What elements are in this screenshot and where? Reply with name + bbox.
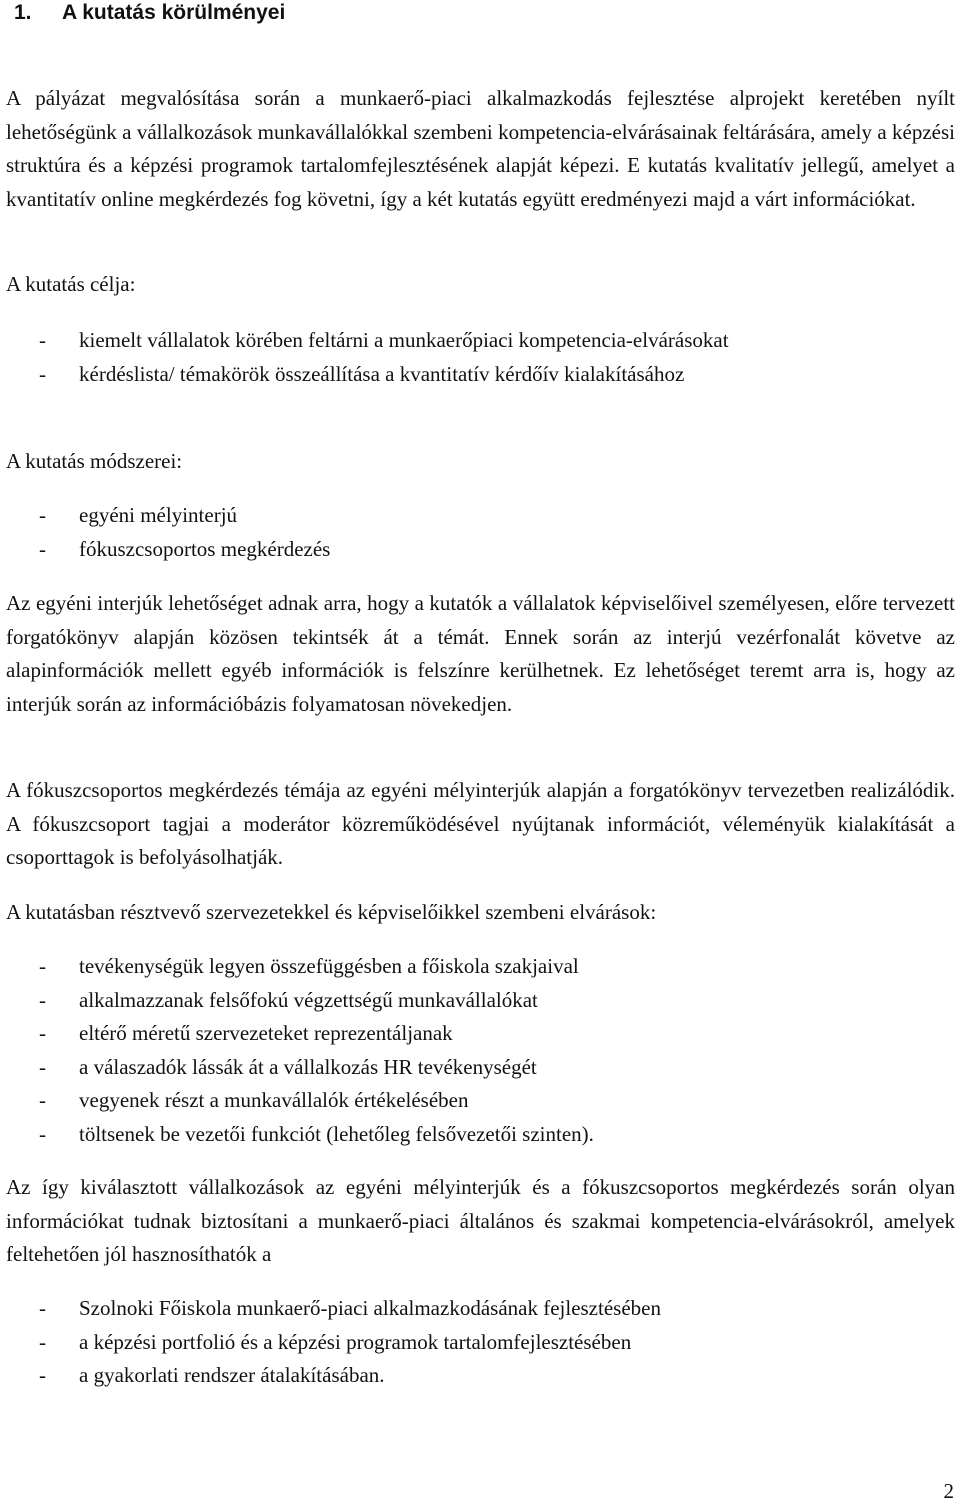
methods-list xyxy=(6,499,955,566)
list-item xyxy=(6,1292,955,1326)
goals-label: A kutatás célja: xyxy=(6,272,136,296)
list-item-text: alkalmazzanak felsőfokú végzettségű munkavállalókat xyxy=(79,987,538,1012)
goals-list xyxy=(6,324,955,391)
list-dash: - xyxy=(39,1088,46,1113)
uses-list xyxy=(6,1292,955,1393)
list-dash: - xyxy=(39,954,46,978)
selected-companies-paragraph: Az így kiválasztott vállalkozások az egyéni mélyinterjúk és a fókuszcsoportos megkérdezés során olyan információkat tudnak biztosítani a munkaerő-piaci általános és szakmai kompetencia-elvárásokról, amelyek feltehetően jól hasznosíthatók a xyxy=(6,1175,955,1267)
list-item-text: kérdéslista/ témakörök összeállítása a kvantitatív kérdőív kialakításához xyxy=(79,361,685,386)
page-number: 2 xyxy=(943,1479,954,1503)
section-heading xyxy=(14,0,285,26)
list-dash: - xyxy=(39,987,46,1012)
list-item-text: egyéni mélyinterjú xyxy=(79,503,238,527)
list-item xyxy=(6,499,955,533)
expectations-list xyxy=(6,950,955,1152)
section-title: A kutatás körülményei xyxy=(62,1,286,24)
list-item xyxy=(6,1326,955,1360)
list-item-text: a képzési portfolió és a képzési programok tartalomfejlesztésében xyxy=(79,1329,632,1354)
list-item-text: tevékenységük legyen összefüggésben a főiskola szakjaival xyxy=(79,954,579,978)
list-dash: - xyxy=(39,1363,46,1388)
list-item xyxy=(6,1051,955,1085)
expectations-label: A kutatásban résztvevő szervezetekkel és képviselőikkel szembeni elvárások: xyxy=(6,900,657,924)
list-item xyxy=(6,1084,955,1118)
list-dash: - xyxy=(39,1329,46,1354)
methods-label: A kutatás módszerei: xyxy=(6,449,183,473)
list-dash: - xyxy=(39,1121,46,1146)
list-item xyxy=(6,1359,955,1393)
list-dash: - xyxy=(39,1296,46,1320)
list-item xyxy=(6,950,955,984)
list-item-text: Szolnoki Főiskola munkaerő-piaci alkalmazkodásának fejlesztésében xyxy=(79,1296,661,1320)
list-dash: - xyxy=(39,361,46,386)
list-dash: - xyxy=(39,328,46,352)
list-dash: - xyxy=(39,1021,46,1046)
list-dash: - xyxy=(39,536,46,561)
list-item-text: kiemelt vállalatok körében feltárni a munkaerőpiaci kompetencia-elvárásokat xyxy=(79,328,729,352)
list-item-text: eltérő méretű szervezeteket reprezentáljanak xyxy=(79,1021,453,1046)
list-item-text: vegyenek részt a munkavállalók értékelésében xyxy=(79,1088,469,1113)
section-number: 1. xyxy=(14,1,32,24)
list-item-text: töltsenek be vezetői funkciót (lehetőleg felsővezetői szinten). xyxy=(79,1121,594,1146)
list-item xyxy=(6,1017,955,1051)
list-item xyxy=(6,324,955,358)
interviews-paragraph: Az egyéni interjúk lehetőséget adnak arra, hogy a kutatók a vállalatok képviselőivel személyesen, előre tervezett forgatókönyv alapján közösen tekintsék át a témát. Ennek során az interjú vezérfonalát követve az alapinformációk mellett egyéb információk is felszínre kerülhetnek. Ez lehetőséget teremt arra is, hogy az interjúk során az információbázis folyamatosan növekedjen. xyxy=(6,591,955,716)
list-item xyxy=(6,358,955,392)
list-item-text: a gyakorlati rendszer átalakításában. xyxy=(79,1363,385,1388)
list-dash: - xyxy=(39,503,46,527)
list-item xyxy=(6,984,955,1018)
list-item-text: a válaszadók lássák át a vállalkozás HR tevékenységét xyxy=(79,1054,537,1079)
intro-paragraph: A pályázat megvalósítása során a munkaerő-piaci alkalmazkodás fejlesztése alprojekt keretében nyílt lehetőségünk a vállalkozások munkavállalókkal szembeni kompetencia-elvárásainak feltárására, amely a képzési struktúra és a képzési programok tartalomfejlesztésének alapját képezi. E kutatás kvalitatív jellegű, amelyet a kvantitatív online megkérdezés fog követni, így a két kutatás együtt eredményezi majd a várt információkat. xyxy=(6,86,955,211)
list-item xyxy=(6,533,955,567)
list-item xyxy=(6,1118,955,1152)
focus-group-paragraph: A fókuszcsoportos megkérdezés témája az egyéni mélyinterjúk alapján a forgatókönyv tervezetben realizálódik. A fókuszcsoport tagjai a moderátor közreműködésével nyújtanak információt, véleményük kialakítását a csoporttagok is befolyásolhatják. xyxy=(6,778,955,870)
list-dash: - xyxy=(39,1054,46,1079)
list-item-text: fókuszcsoportos megkérdezés xyxy=(79,536,331,561)
